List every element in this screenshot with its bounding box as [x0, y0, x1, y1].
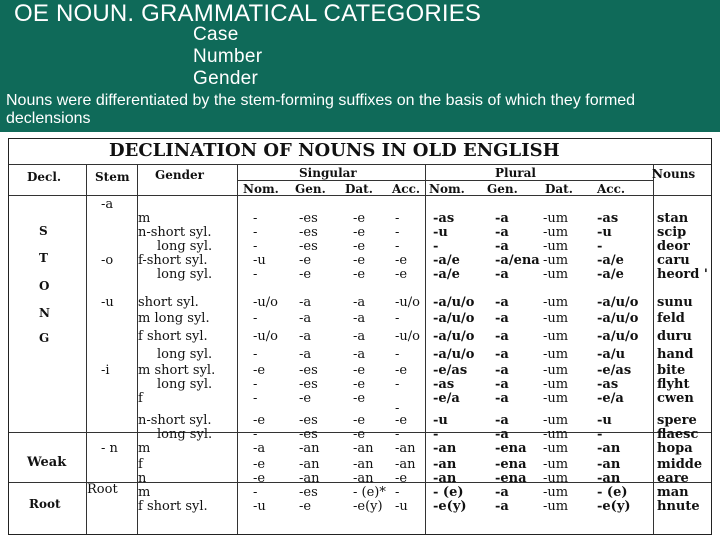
- cell-sNom: -: [253, 347, 258, 362]
- cell-sGen: -an: [299, 471, 320, 486]
- cell-pGen: -ena: [495, 471, 527, 486]
- cell-sDat: -a: [353, 329, 366, 344]
- cell-pNom: -e/as: [433, 363, 468, 378]
- cell-pGen: -a: [495, 499, 509, 514]
- header-plural: Plural: [495, 166, 536, 180]
- header-pl-nom: Nom.: [429, 182, 465, 196]
- cell-pAcc: -e(y): [597, 499, 631, 514]
- cell-sAcc: -e: [395, 413, 408, 428]
- cell-pAcc: - (e): [597, 485, 628, 500]
- table-rule: [237, 180, 653, 181]
- cell-noun: flyht: [657, 377, 690, 392]
- cell-sAcc: -u/o: [395, 329, 420, 344]
- cell-sDat: -e: [353, 267, 366, 282]
- cell-pDat: -um: [543, 363, 569, 378]
- cell-sDat: -e(y): [353, 499, 383, 514]
- cell-pNom: -a/e: [433, 267, 460, 282]
- header-band: [0, 0, 720, 132]
- cell-pGen: -a: [495, 391, 509, 406]
- cell-sNom: -u: [253, 253, 266, 268]
- header-gender: Gender: [155, 168, 204, 182]
- cell-pAcc: -a/e: [597, 267, 624, 282]
- cell-stem: -a: [101, 197, 114, 212]
- cell-sAcc: -: [395, 427, 400, 442]
- header-nouns: Nouns: [652, 167, 696, 181]
- cell-pNom: -a/e: [433, 253, 460, 268]
- cell-pAcc: -a/u/o: [597, 295, 639, 310]
- cell-sAcc: -e: [395, 267, 408, 282]
- cell-pDat: -um: [543, 413, 569, 428]
- category-case: Case: [193, 24, 239, 45]
- cell-pNom: -an: [433, 441, 457, 456]
- cell-gender: long syl.: [157, 239, 213, 254]
- cell-sAcc: -: [395, 311, 400, 326]
- cell-pNom: -e(y): [433, 499, 467, 514]
- cell-pAcc: -u: [597, 413, 612, 428]
- cell-sDat: -a: [353, 311, 366, 326]
- cell-noun: bite: [657, 363, 686, 378]
- header-sg-nom: Nom.: [243, 182, 279, 196]
- cell-noun: scip: [657, 225, 687, 240]
- cell-pGen: -a: [495, 239, 509, 254]
- cell-noun: flaesc: [657, 427, 699, 442]
- cell-pNom: - (e): [433, 485, 464, 500]
- cell-sDat: -a: [353, 347, 366, 362]
- weak-label: Weak: [27, 455, 67, 470]
- cell-sGen: -es: [299, 225, 318, 240]
- cell-sNom: -u/o: [253, 329, 278, 344]
- cell-pAcc: -u: [597, 225, 612, 240]
- cell-sDat: -e: [353, 363, 366, 378]
- cell-pGen: -a: [495, 329, 509, 344]
- cell-sGen: -e: [299, 499, 312, 514]
- cell-noun: eare: [657, 471, 689, 486]
- cell-sDat: -e: [353, 225, 366, 240]
- cell-pDat: -um: [543, 225, 569, 240]
- cell-pNom: -u: [433, 225, 448, 240]
- cell-sAcc: -an: [395, 441, 416, 456]
- cell-sAcc: -: [395, 239, 400, 254]
- cell-pDat: -um: [543, 267, 569, 282]
- cell-sGen: -e: [299, 253, 312, 268]
- category-number: Number: [193, 46, 263, 67]
- cell-pAcc: -: [597, 427, 603, 442]
- cell-sGen: -an: [299, 457, 320, 472]
- cell-pNom: -: [433, 427, 439, 442]
- table-rule: [237, 164, 238, 534]
- cell-sGen: -e: [299, 391, 312, 406]
- cell-pDat: -um: [543, 377, 569, 392]
- table-rule: [86, 164, 87, 534]
- cell-sDat: -a: [353, 295, 366, 310]
- cell-sGen: -es: [299, 485, 318, 500]
- cell-stem: -o: [101, 253, 114, 268]
- table-rule: [425, 164, 426, 534]
- cell-sNom: -e: [253, 413, 266, 428]
- cell-pAcc: -a/u/o: [597, 329, 639, 344]
- cell-gender: m: [138, 485, 151, 500]
- cell-pDat: -um: [543, 253, 569, 268]
- cell-pAcc: -as: [597, 377, 619, 392]
- cell-pAcc: -an: [597, 441, 621, 456]
- cell-sGen: -a: [299, 329, 312, 344]
- table-rule: [9, 164, 711, 165]
- cell-pDat: -um: [543, 295, 569, 310]
- cell-pNom: -an: [433, 471, 457, 486]
- cell-pNom: -an: [433, 457, 457, 472]
- cell-sGen: -a: [299, 311, 312, 326]
- cell-sGen: -es: [299, 363, 318, 378]
- cell-sNom: -: [253, 311, 258, 326]
- cell-sAcc: -: [395, 211, 400, 226]
- table-title: DECLINATION OF NOUNS IN OLD ENGLISH: [109, 140, 560, 161]
- cell-sGen: -an: [299, 441, 320, 456]
- cell-noun: heord ': [657, 267, 708, 282]
- cell-gender: n-short syl.: [138, 413, 212, 428]
- cell-stem: -u: [101, 295, 114, 310]
- cell-sNom: -: [253, 427, 258, 442]
- cell-pNom: -a/u/o: [433, 311, 475, 326]
- cell-pNom: -e/a: [433, 391, 460, 406]
- cell-sGen: -es: [299, 427, 318, 442]
- cell-pGen: -a: [495, 267, 509, 282]
- cell-sNom: -u/o: [253, 295, 278, 310]
- cell-gender: f short syl.: [138, 499, 208, 514]
- cell-sNom: -: [253, 225, 258, 240]
- cell-gender: long syl.: [157, 427, 213, 442]
- root-stem-label: Root: [87, 482, 118, 497]
- cell-pAcc: -an: [597, 471, 621, 486]
- cell-sDat: -e: [353, 427, 366, 442]
- cell-sAcc: -: [395, 485, 400, 500]
- cell-sDat: - (e)*: [353, 485, 386, 500]
- cell-pGen: -a: [495, 413, 509, 428]
- header-pl-dat: Dat.: [545, 182, 573, 196]
- cell-noun: feld: [657, 311, 685, 326]
- header-sg-gen: Gen.: [295, 182, 326, 196]
- header-sg-dat: Dat.: [345, 182, 373, 196]
- cell-gender: m short syl.: [138, 363, 216, 378]
- cell-pNom: -a/u/o: [433, 329, 475, 344]
- cell-noun: deor: [657, 239, 690, 254]
- cell-sAcc: -: [395, 347, 400, 362]
- cell-sAcc: -e: [395, 363, 408, 378]
- cell-pDat: -um: [543, 211, 569, 226]
- cell-pNom: -as: [433, 211, 455, 226]
- cell-pDat: -um: [543, 427, 569, 442]
- header-singular: Singular: [299, 166, 357, 180]
- cell-sAcc: -: [395, 401, 400, 416]
- cell-noun: hand: [657, 347, 694, 362]
- cell-sDat: -e: [353, 211, 366, 226]
- cell-pGen: -a: [495, 347, 509, 362]
- cell-sGen: -a: [299, 295, 312, 310]
- cell-pGen: -a: [495, 211, 509, 226]
- cell-sDat: -e: [353, 239, 366, 254]
- cell-pAcc: -a/e: [597, 253, 624, 268]
- cell-pGen: -a: [495, 427, 509, 442]
- cell-sNom: -: [253, 239, 258, 254]
- slide-title: OE NOUN. GRAMMATICAL CATEGORIES: [14, 0, 482, 27]
- cell-sGen: -e: [299, 267, 312, 282]
- cell-gender: short syl.: [138, 295, 199, 310]
- cell-gender: long syl.: [157, 347, 213, 362]
- cell-noun: caru: [657, 253, 690, 268]
- cell-sAcc: -an: [395, 457, 416, 472]
- cell-pDat: -um: [543, 311, 569, 326]
- cell-noun: stan: [657, 211, 689, 226]
- cell-pGen: -a: [495, 225, 509, 240]
- cell-sAcc: -e: [395, 253, 408, 268]
- cell-sGen: -es: [299, 413, 318, 428]
- cell-sNom: -e: [253, 457, 266, 472]
- cell-pNom: -as: [433, 377, 455, 392]
- cell-gender: f: [138, 391, 143, 406]
- cell-pGen: -a: [495, 485, 509, 500]
- intro-text: Nouns were differentiated by the stem-forming suffixes on the basis of which they formed declensions: [6, 92, 636, 127]
- cell-pGen: -ena: [495, 457, 527, 472]
- declension-table: [8, 138, 712, 535]
- cell-gender: long syl.: [157, 377, 213, 392]
- cell-sNom: -: [253, 267, 258, 282]
- cell-sNom: -: [253, 391, 258, 406]
- strong-letter: O: [39, 279, 50, 293]
- cell-pAcc: -an: [597, 457, 621, 472]
- cell-sDat: -e: [353, 253, 366, 268]
- cell-sDat: -an: [353, 441, 374, 456]
- strong-letter: T: [39, 251, 48, 265]
- cell-pDat: -um: [543, 329, 569, 344]
- cell-pGen: -a: [495, 377, 509, 392]
- cell-noun: hnute: [657, 499, 700, 514]
- cell-gender: m: [138, 211, 151, 226]
- strong-letter: N: [39, 306, 50, 320]
- cell-sGen: -es: [299, 211, 318, 226]
- cell-pDat: -um: [543, 485, 569, 500]
- strong-letter: G: [39, 331, 50, 345]
- cell-stem: - n: [101, 441, 118, 456]
- header-decl: Decl.: [27, 170, 62, 184]
- cell-pDat: -um: [543, 239, 569, 254]
- cell-pAcc: -: [597, 239, 603, 254]
- cell-gender: m long syl.: [138, 311, 210, 326]
- header-pl-acc: Acc.: [597, 182, 626, 196]
- cell-pAcc: -e/as: [597, 363, 632, 378]
- cell-noun: man: [657, 485, 689, 500]
- cell-pGen: -ena: [495, 441, 527, 456]
- cell-pDat: -um: [543, 347, 569, 362]
- header-stem: Stem: [95, 170, 130, 184]
- cell-gender: n: [138, 471, 147, 486]
- cell-pDat: -um: [543, 457, 569, 472]
- cell-pAcc: -a/u/o: [597, 311, 639, 326]
- cell-sNom: -u: [253, 499, 266, 514]
- cell-pNom: -a/u/o: [433, 295, 475, 310]
- cell-pGen: -a: [495, 363, 509, 378]
- cell-gender: f: [138, 457, 143, 472]
- cell-sDat: -e: [353, 413, 366, 428]
- cell-sDat: -e: [353, 377, 366, 392]
- cell-gender: f-short syl.: [138, 253, 208, 268]
- cell-sGen: -a: [299, 347, 312, 362]
- cell-pAcc: -as: [597, 211, 619, 226]
- cell-stem: -i: [101, 363, 110, 378]
- cell-sDat: -an: [353, 471, 374, 486]
- cell-pAcc: -a/u: [597, 347, 626, 362]
- cell-pDat: -um: [543, 391, 569, 406]
- cell-sNom: -e: [253, 471, 266, 486]
- cell-sNom: -: [253, 211, 258, 226]
- cell-noun: midde: [657, 457, 703, 472]
- cell-sAcc: -: [395, 377, 400, 392]
- cell-noun: hopa: [657, 441, 693, 456]
- cell-sNom: -e: [253, 363, 266, 378]
- table-rule: [653, 164, 654, 534]
- cell-sNom: -: [253, 485, 258, 500]
- cell-sNom: -: [253, 377, 258, 392]
- cell-sAcc: -u: [395, 499, 408, 514]
- cell-sAcc: -: [395, 225, 400, 240]
- cell-gender: m: [138, 441, 151, 456]
- cell-pNom: -a/u/o: [433, 347, 475, 362]
- cell-pDat: -um: [543, 499, 569, 514]
- cell-sGen: -es: [299, 377, 318, 392]
- cell-sDat: -an: [353, 457, 374, 472]
- header-pl-gen: Gen.: [487, 182, 518, 196]
- category-gender: Gender: [193, 68, 259, 89]
- cell-sAcc: -u/o: [395, 295, 420, 310]
- cell-pDat: -um: [543, 441, 569, 456]
- cell-sAcc: -e: [395, 471, 408, 486]
- cell-pGen: -a: [495, 295, 509, 310]
- cell-pAcc: -e/a: [597, 391, 624, 406]
- strong-letter: S: [39, 224, 48, 238]
- cell-pGen: -a: [495, 311, 509, 326]
- cell-pDat: -um: [543, 471, 569, 486]
- cell-noun: spere: [657, 413, 697, 428]
- cell-pGen: -a/ena: [495, 253, 540, 268]
- cell-gender: long syl.: [157, 267, 213, 282]
- cell-pNom: -u: [433, 413, 448, 428]
- cell-sNom: -a: [253, 441, 266, 456]
- cell-noun: cwen: [657, 391, 694, 406]
- cell-noun: duru: [657, 329, 692, 344]
- cell-gender: n-short syl.: [138, 225, 212, 240]
- cell-pNom: -: [433, 239, 439, 254]
- header-sg-acc: Acc.: [392, 182, 421, 196]
- cell-sDat: -e: [353, 391, 366, 406]
- cell-sGen: -es: [299, 239, 318, 254]
- cell-gender: f short syl.: [138, 329, 208, 344]
- cell-noun: sunu: [657, 295, 693, 310]
- root-label: Root: [29, 497, 61, 511]
